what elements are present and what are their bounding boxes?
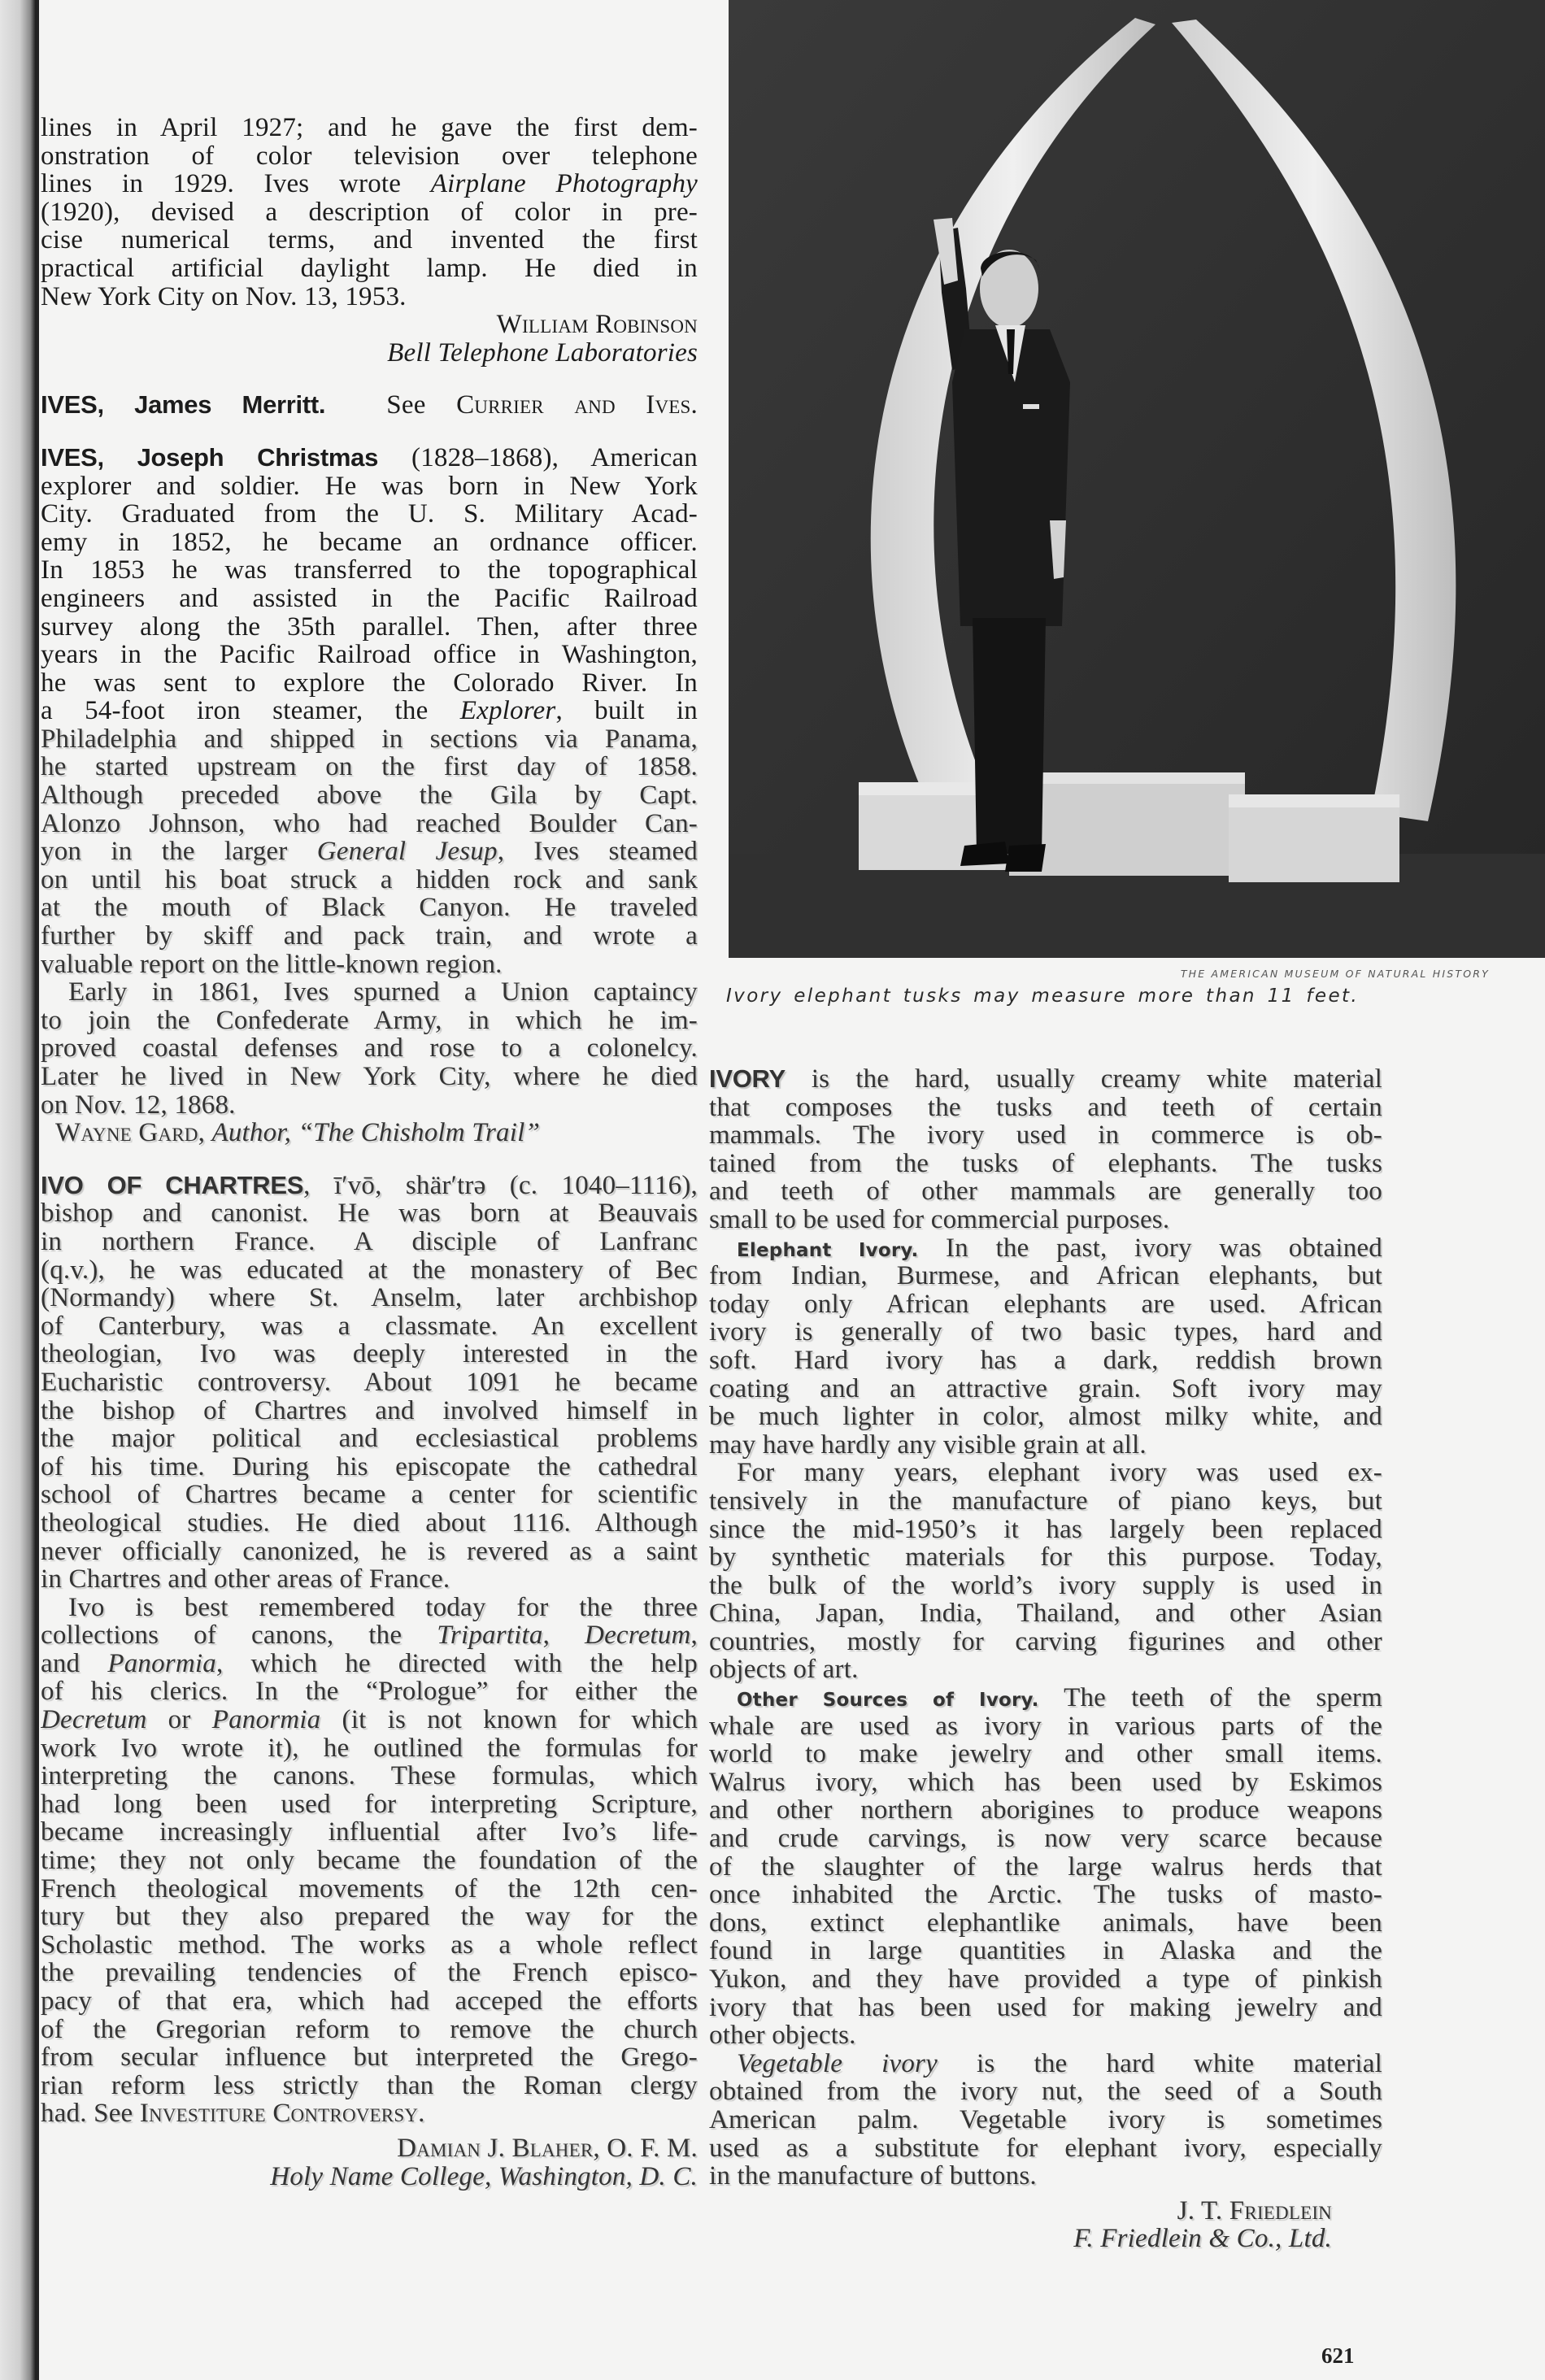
text-line: emy in 1852, he became an ordnance officer. bbox=[41, 528, 698, 557]
author-affiliation: Holy Name College, Washington, D. C. bbox=[270, 2162, 698, 2191]
text-line: China, Japan, India, Thailand, and other Asian bbox=[709, 1599, 1382, 1628]
text-line: explorer and soldier. He was born in New York bbox=[41, 472, 698, 501]
spacer bbox=[41, 420, 698, 444]
pedestal-center bbox=[1009, 782, 1245, 876]
text-line: bishop and canonist. He was born at Beauvais bbox=[41, 1199, 698, 1228]
term-italic: Vegetable ivory bbox=[737, 2049, 938, 2078]
text-line: since the mid-1950’s it has largely been replaced bbox=[709, 1515, 1382, 1544]
text-run: , bbox=[198, 1119, 212, 1147]
text-run: had. See bbox=[41, 2099, 140, 2128]
author-affiliation: Author, “The Chisholm Trail” bbox=[211, 1119, 541, 1147]
cross-reference-link[interactable]: Investiture Controversy. bbox=[139, 2099, 425, 2128]
text-line: the prevailing tendencies of the French episco- bbox=[41, 1959, 698, 1987]
text-run: yon in the larger bbox=[41, 838, 317, 866]
pedestal-right-top bbox=[1229, 794, 1399, 807]
text-line: he was sent to explore the Colorado River. In bbox=[41, 668, 698, 698]
headword: IVES, James Merritt. bbox=[41, 391, 326, 420]
text-line: to join the Confederate Army, in which he im- bbox=[41, 1006, 698, 1035]
text-line: rian reform less strictly than the Roman clergy bbox=[41, 2071, 698, 2100]
text-line: coating and an attractive grain. Soft ivory may bbox=[709, 1374, 1382, 1403]
subsection-heading: Elephant Ivory. bbox=[737, 1239, 919, 1261]
text-line: practical artificial daylight lamp. He died in bbox=[41, 254, 698, 283]
text-line: survey along the 35th parallel. Then, after three bbox=[41, 612, 698, 642]
text-line: dons, extinct elephantlike animals, have been bbox=[709, 1908, 1382, 1938]
work-title: Decretum bbox=[41, 1706, 147, 1734]
text-line bbox=[41, 170, 698, 198]
author-signature: J. T. Friedlein bbox=[1177, 2196, 1332, 2226]
text-line: tensively in the manufacture of piano keys, but bbox=[709, 1486, 1382, 1516]
text-line: theological studies. He died about 1116. Although bbox=[41, 1508, 698, 1538]
headword: IVO OF CHARTRES bbox=[41, 1171, 304, 1199]
text-line: today only African elephants are used. African bbox=[709, 1290, 1382, 1319]
text-line: had long been used for interpreting Scripture, bbox=[41, 1790, 698, 1819]
text-run: or bbox=[146, 1706, 212, 1734]
text-line: once inhabited the Arctic. The tusks of masto- bbox=[709, 1881, 1382, 1909]
text-line: at the mouth of Black Canyon. He traveled bbox=[41, 894, 698, 923]
text-line: countries, mostly for carving figurines and other bbox=[709, 1627, 1382, 1656]
author-signature: Wayne Gard bbox=[55, 1119, 198, 1147]
text-line: theologian, Ivo was deeply interested in the bbox=[41, 1340, 698, 1368]
text-line bbox=[41, 1706, 698, 1734]
text-line: other objects. bbox=[709, 2021, 856, 2050]
text-line: soft. Hard ivory has a dark, reddish brown bbox=[709, 1346, 1382, 1375]
text-line: of Canterbury, was a classmate. An excellent bbox=[41, 1312, 698, 1341]
text-line: in the manufacture of buttons. bbox=[709, 2162, 1037, 2191]
text-line: mammals. The ivory used in commerce is ob- bbox=[709, 1121, 1382, 1150]
spacer bbox=[41, 2128, 698, 2134]
text-line: and crude carvings, is now very scarce because bbox=[709, 1825, 1382, 1853]
text-line: In 1853 he was transferred to the topographical bbox=[41, 556, 698, 585]
text-line: (q.v.), he was educated at the monastery of Bec bbox=[41, 1255, 698, 1285]
right-shoe bbox=[1005, 844, 1046, 872]
page-number: 621 bbox=[1321, 2343, 1355, 2368]
text-line: (Normandy) where St. Anselm, later archbishop bbox=[41, 1284, 698, 1312]
text-line: American palm. Vegetable ivory is sometimes bbox=[709, 2105, 1382, 2134]
text-line bbox=[709, 1684, 1382, 1712]
headword: IVORY bbox=[709, 1065, 786, 1093]
text-run: a 54-foot iron steamer, the bbox=[41, 697, 460, 725]
text-line: that composes the tusks and teeth of certain bbox=[709, 1093, 1382, 1122]
text-line: used as a substitute for elephant ivory, especially bbox=[709, 2134, 1382, 2163]
text-line bbox=[709, 1065, 1382, 1094]
text-line: in northern France. A disciple of Lanfranc bbox=[41, 1227, 698, 1256]
spacer bbox=[41, 367, 698, 391]
text-line: tained from the tusks of elephants. The tusks bbox=[709, 1149, 1382, 1178]
text-run: The teeth of the sperm bbox=[1038, 1684, 1382, 1712]
ship-name: General Jesup bbox=[316, 838, 498, 866]
text-line bbox=[709, 1234, 1382, 1263]
photo-credit: THE AMERICAN MUSEUM OF NATURAL HISTORY bbox=[1180, 968, 1490, 980]
text-line: on until his boat struck a hidden rock and sank bbox=[41, 865, 698, 894]
text-run: , built in bbox=[555, 697, 698, 725]
text-line: world to make jewelry and other small items. bbox=[709, 1740, 1382, 1769]
text-line: from secular influence but interpreted the Grego- bbox=[41, 2043, 698, 2072]
text-line: tury but they also prepared the way for the bbox=[41, 1903, 698, 1931]
text-run: In the past, ivory was obtained bbox=[918, 1234, 1382, 1263]
text-line bbox=[41, 391, 698, 420]
text-line: work Ivo wrote it), he outlined the formulas for bbox=[41, 1734, 698, 1763]
text-line: on Nov. 12, 1868. bbox=[41, 1090, 236, 1120]
text-line: school of Chartres became a center for scientific bbox=[41, 1481, 698, 1509]
cross-reference-link[interactable]: Currier and Ives. bbox=[456, 391, 698, 420]
spacer bbox=[41, 1147, 698, 1172]
text-line: the major political and ecclesiastical problems bbox=[41, 1425, 698, 1453]
text-line: Early in 1861, Ives spurned a Union captaincy bbox=[68, 978, 698, 1007]
work-title: Panormia bbox=[107, 1649, 216, 1678]
work-title: Panormia bbox=[211, 1706, 321, 1734]
text-line: New York City on Nov. 13, 1953. bbox=[41, 282, 407, 311]
work-title: Decretum bbox=[585, 1621, 691, 1650]
book-title: Airplane Photography bbox=[430, 170, 698, 198]
text-line: became increasingly influential after Ivo’s life- bbox=[41, 1818, 698, 1847]
text-line: obtained from the ivory nut, the seed of a South bbox=[709, 2078, 1382, 2106]
text-line: found in large quantities in Alaska and the bbox=[709, 1937, 1382, 1965]
left-column bbox=[41, 114, 698, 2191]
text-line: For many years, elephant ivory was used ex- bbox=[737, 1459, 1382, 1487]
text-run: , Ives steamed bbox=[497, 838, 698, 866]
author-affiliation: Bell Telephone Laboratories bbox=[387, 338, 698, 368]
text-line: whale are used as ivory in various parts of the bbox=[709, 1712, 1382, 1741]
text-line: Eucharistic controversy. About 1091 he became bbox=[41, 1368, 698, 1397]
author-line bbox=[41, 1119, 698, 1147]
text-line: (1920), devised a description of color in pre- bbox=[41, 198, 698, 227]
article-ivo-of-chartres bbox=[41, 1172, 698, 2191]
text-line bbox=[41, 2099, 698, 2128]
text-run: (1828–1868), American bbox=[378, 443, 698, 472]
text-line: ivory is generally of two basic types, hard and bbox=[709, 1318, 1382, 1347]
text-line bbox=[41, 1621, 698, 1650]
text-run: (it is not known for which bbox=[320, 1706, 698, 1734]
article-ives-frederic-end bbox=[41, 114, 698, 367]
text-line: never officially canonized, he is revered as a saint bbox=[41, 1537, 698, 1566]
text-line bbox=[41, 1172, 698, 1200]
text-line: he started upstream on the first day of 1858. bbox=[41, 753, 698, 782]
text-line: Scholastic method. The works as a whole reflect bbox=[41, 1930, 698, 1960]
text-line bbox=[41, 444, 698, 472]
text-line: engineers and assisted in the Pacific Railroad bbox=[41, 584, 698, 613]
text-line: years in the Pacific Railroad office in Washington, bbox=[41, 641, 698, 669]
ship-name: Explorer bbox=[459, 697, 556, 725]
text-line: Later he lived in New York City, where he died bbox=[41, 1063, 698, 1091]
text-run: collections of canons, the bbox=[41, 1621, 437, 1650]
text-line: and other northern aborigines to produce weapons bbox=[709, 1796, 1382, 1825]
text-line: from Indian, Burmese, and African elephants, but bbox=[709, 1262, 1382, 1290]
text-run: , which he directed with the help bbox=[215, 1649, 698, 1678]
text-line: in Chartres and other areas of France. bbox=[41, 1565, 450, 1594]
text-line: small to be used for commercial purposes. bbox=[709, 1205, 1170, 1234]
text-line: may have hardly any visible grain at all. bbox=[709, 1430, 1147, 1460]
text-line: valuable report on the little-known region. bbox=[41, 950, 503, 979]
text-line: ivory that has been used for making jewelry and bbox=[709, 1993, 1382, 2022]
text-line: the bulk of the world’s ivory supply is used in bbox=[709, 1571, 1382, 1600]
text-line: onstration of color television over telephone bbox=[41, 141, 698, 171]
text-line: Walrus ivory, which has been used by Eskimos bbox=[709, 1768, 1382, 1797]
text-line: of his time. During his episcopate the cathedral bbox=[41, 1452, 698, 1482]
text-line: of the Gregorian reform to remove the church bbox=[41, 2015, 698, 2044]
trousers bbox=[973, 618, 1046, 854]
spacer bbox=[709, 2191, 1382, 2197]
headword: IVES, Joseph Christmas bbox=[41, 443, 379, 472]
book-gutter-shadow bbox=[0, 0, 36, 2380]
text-line: objects of art. bbox=[709, 1656, 859, 1685]
author-signature: William Robinson bbox=[496, 311, 698, 339]
text-run: lines in 1929. Ives wrote bbox=[41, 170, 431, 198]
article-ives-james-merritt bbox=[41, 391, 698, 420]
text-line: further by skiff and pack train, and wrote a bbox=[41, 922, 698, 951]
text-run: , bbox=[542, 1621, 585, 1650]
pocket-square bbox=[1023, 404, 1039, 409]
text-line: cise numerical terms, and invented the first bbox=[41, 226, 698, 255]
text-line bbox=[709, 2050, 1382, 2078]
text-line: of the slaughter of the large walrus herds that bbox=[709, 1852, 1382, 1882]
text-line: Yukon, and they have provided a type of pinkish bbox=[709, 1965, 1382, 1994]
text-run: , ī′vō, shär′trə (c. 1040–1116), bbox=[303, 1171, 698, 1200]
text-line: Alonzo Johnson, who had reached Boulder Can- bbox=[41, 809, 698, 838]
text-line: by synthetic materials for this purpose. Today, bbox=[709, 1543, 1382, 1572]
text-run bbox=[325, 391, 386, 420]
text-line: French theological movements of the 12th cen- bbox=[41, 1874, 698, 1904]
text-line: Ivo is best remembered today for the three bbox=[68, 1593, 698, 1622]
text-line: proved coastal defenses and rose to a colonelcy. bbox=[41, 1034, 698, 1063]
work-title: Tripartita bbox=[437, 1621, 543, 1650]
text-run: is the hard white material bbox=[937, 2049, 1382, 2078]
text-run: , bbox=[690, 1621, 698, 1650]
author-affiliation: F. Friedlein & Co., Ltd. bbox=[1073, 2225, 1332, 2253]
text-line bbox=[41, 1650, 698, 1678]
text-line: and teeth of other mammals are generally too bbox=[709, 1177, 1382, 1206]
article-ivory bbox=[709, 1065, 1382, 2253]
subsection-heading: Other Sources of Ivory. bbox=[737, 1690, 1039, 1712]
pedestal-right bbox=[1229, 805, 1399, 882]
author-signature: Damian J. Blaher, O. F. M. bbox=[397, 2134, 698, 2163]
photo-illustration bbox=[729, 0, 1545, 958]
see-label: See bbox=[386, 391, 457, 420]
text-line: be much lighter in color, almost milky white, and bbox=[709, 1403, 1382, 1431]
text-line: lines in April 1927; and he gave the first dem- bbox=[41, 114, 698, 142]
pedestal-center-top bbox=[1009, 772, 1245, 784]
text-line bbox=[41, 697, 698, 725]
text-line: the bishop of Chartres and involved himself in bbox=[41, 1396, 698, 1425]
text-line: pacy of that era, which had acceped the efforts bbox=[41, 1987, 698, 2016]
article-ives-joseph-christmas bbox=[41, 444, 698, 1147]
ivory-tusks-photo bbox=[729, 0, 1545, 958]
text-line: City. Graduated from the U. S. Military Acad- bbox=[41, 500, 698, 529]
text-line bbox=[41, 838, 698, 866]
text-line: Although preceded above the Gila by Capt. bbox=[41, 781, 698, 810]
right-column bbox=[709, 1065, 1382, 2253]
text-line: of his clerics. In the “Prologue” for either the bbox=[41, 1677, 698, 1707]
text-line: time; they not only became the foundation of the bbox=[41, 1847, 698, 1875]
photo-caption: Ivory elephant tusks may measure more than 11 feet. bbox=[726, 986, 1360, 1007]
text-line: interpreting the canons. These formulas, which bbox=[41, 1762, 698, 1790]
text-run: and bbox=[41, 1649, 108, 1678]
text-run: is the hard, usually creamy white material bbox=[785, 1065, 1382, 1094]
text-line: Philadelphia and shipped in sections via Panama, bbox=[41, 724, 698, 754]
